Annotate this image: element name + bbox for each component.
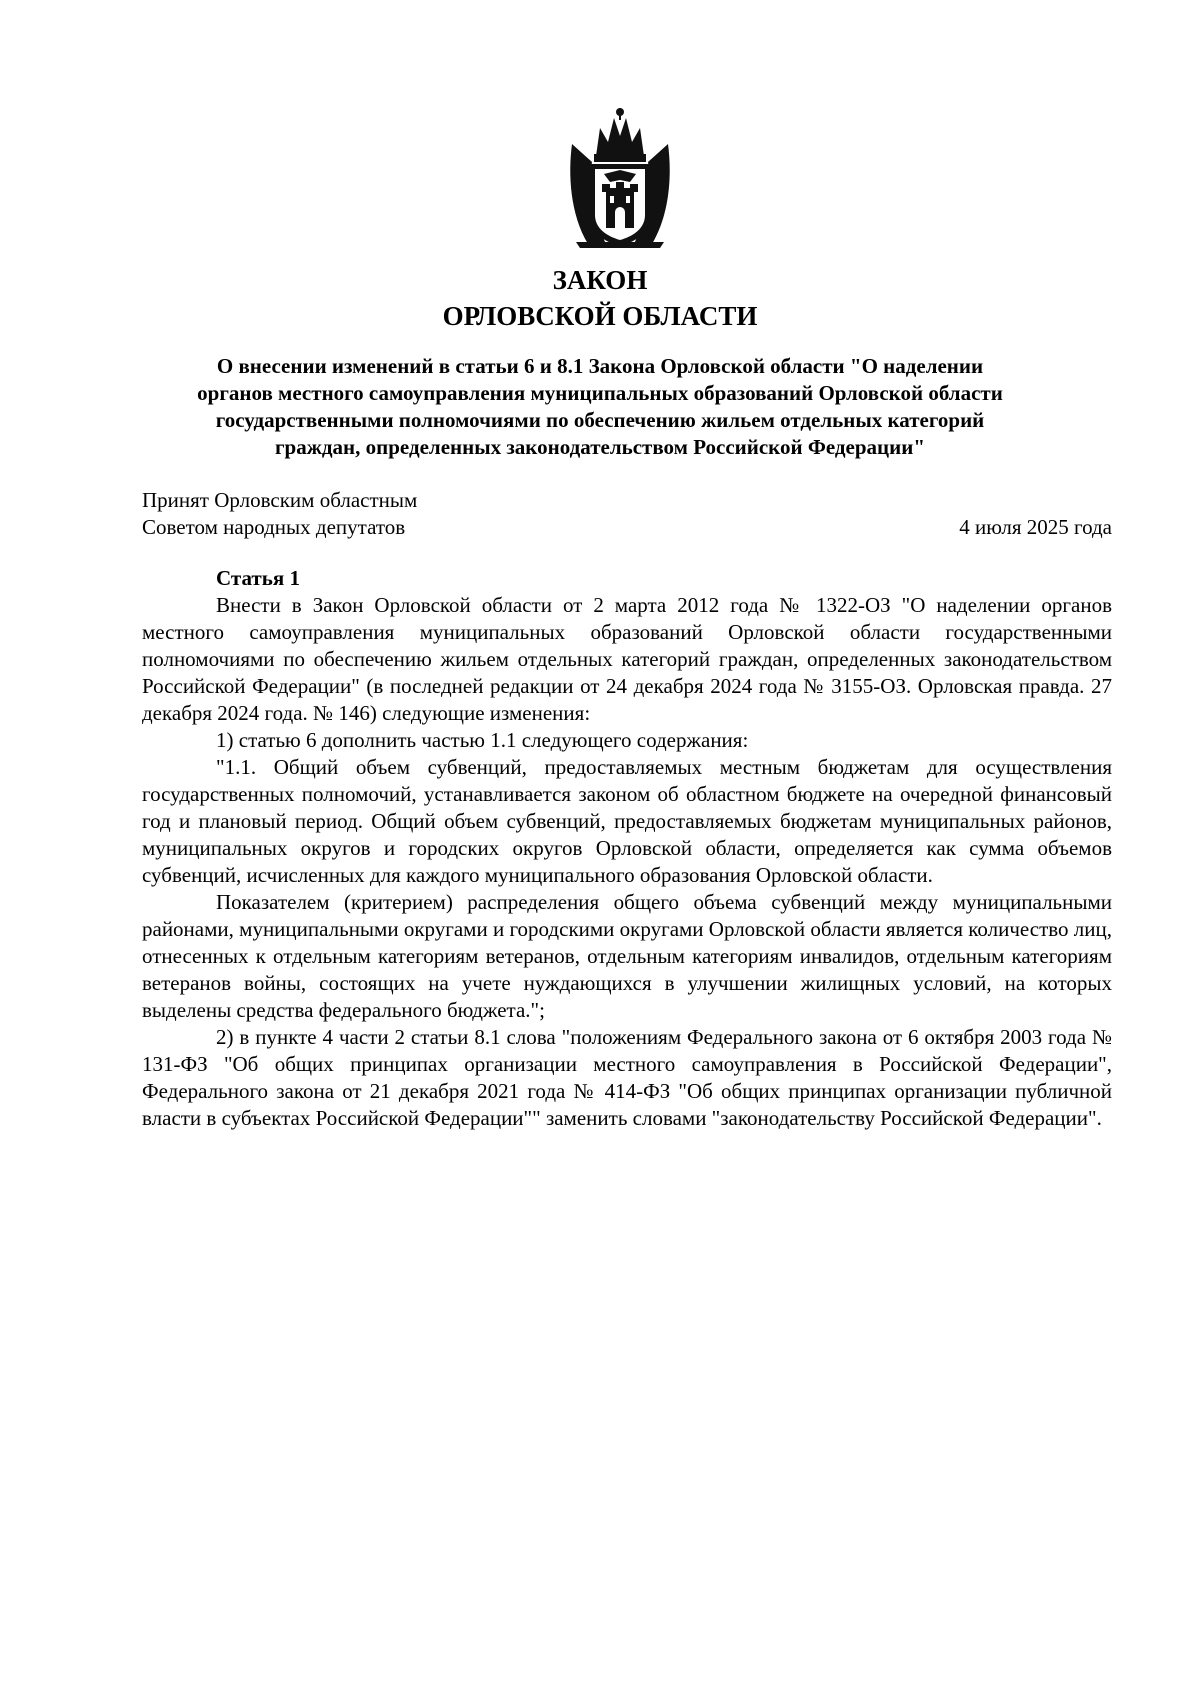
article-paragraph: "1.1. Общий объем субвенций, предоставляемых местным бюджетам для осуществления государственных полномочий, устанавливается законом об областном бюджете на очередной финансовый год и плановый период. Общий объем субвенций, предоставляемых бюджетам муниципальных районов, муниципальных округов и городских округов Орловской области, определяется как сумма объемов субвенций, исчисленных для каждого муниципального образования Орловской области. [142,755,1112,887]
orel-oblast-coat-of-arms-icon [566,104,674,250]
adoption-line: Советом народных депутатов [142,515,406,539]
article-paragraph: 2) в пункте 4 части 2 статьи 8.1 слова "положениям Федерального закона от 6 октября 2003 года № 131-ФЗ "Об общих принципах организации местного самоуправления в Российской Федерации", Федерального закона от 21 декабря 2021 года № 414-ФЗ "Об общих принципах организации публичной власти в субъектах Российской Федерации"" заменить словами "законодательству Российской Федерации". [142,1025,1112,1130]
law-subtitle [150,353,1050,461]
subtitle-line: органов местного самоуправления муниципальных образований Орловской области [197,381,1003,405]
subtitle-line: государственными полномочиями по обеспечению жильем отдельных категорий [215,408,985,432]
adoption-date: 4 июля 2025 года [959,515,1112,539]
article-body [142,592,1112,1132]
article-paragraph: 1) статью 6 дополнить частью 1.1 следующего содержания: [216,728,749,752]
article-paragraph: Показателем (критерием) распределения общего объема субвенций между муниципальными районами, муниципальными округами и городскими округами Орловской области является количество лиц, отнесенных к отдельным категориям ветеранов, отдельным категориям инвалидов, отдельным категориям ветеранов войны, состоящих на учете нуждающихся в улучшении жилищных условий, на которых выделены средства федерального бюджета."; [142,890,1112,1022]
subtitle-line: граждан, определенных законодательством Российской Федерации" [274,435,926,459]
law-region-title: ОРЛОВСКОЙ ОБЛАСТИ [442,301,758,331]
subtitle-line: О внесении изменений в статьи 6 и 8.1 Закона Орловской области "О наделении [216,354,984,378]
article-heading: Статья 1 [216,566,300,590]
article-paragraph: Внести в Закон Орловской области от 2 марта 2012 года № 1322-ОЗ "О наделении органов местного самоуправления муниципальных образований Орловской области государственными полномочиями по обеспечению жильем отдельных категорий граждан, определенных законодательством Российской Федерации" (в последней редакции от 24 декабря 2024 года № 3155-ОЗ. Орловская правда. 27 декабря 2024 года. № 146) следующие изменения: [142,593,1112,725]
law-title: ЗАКОН [552,265,648,295]
adoption-info [142,487,417,541]
adoption-line: Принят Орловским областным [142,488,418,512]
